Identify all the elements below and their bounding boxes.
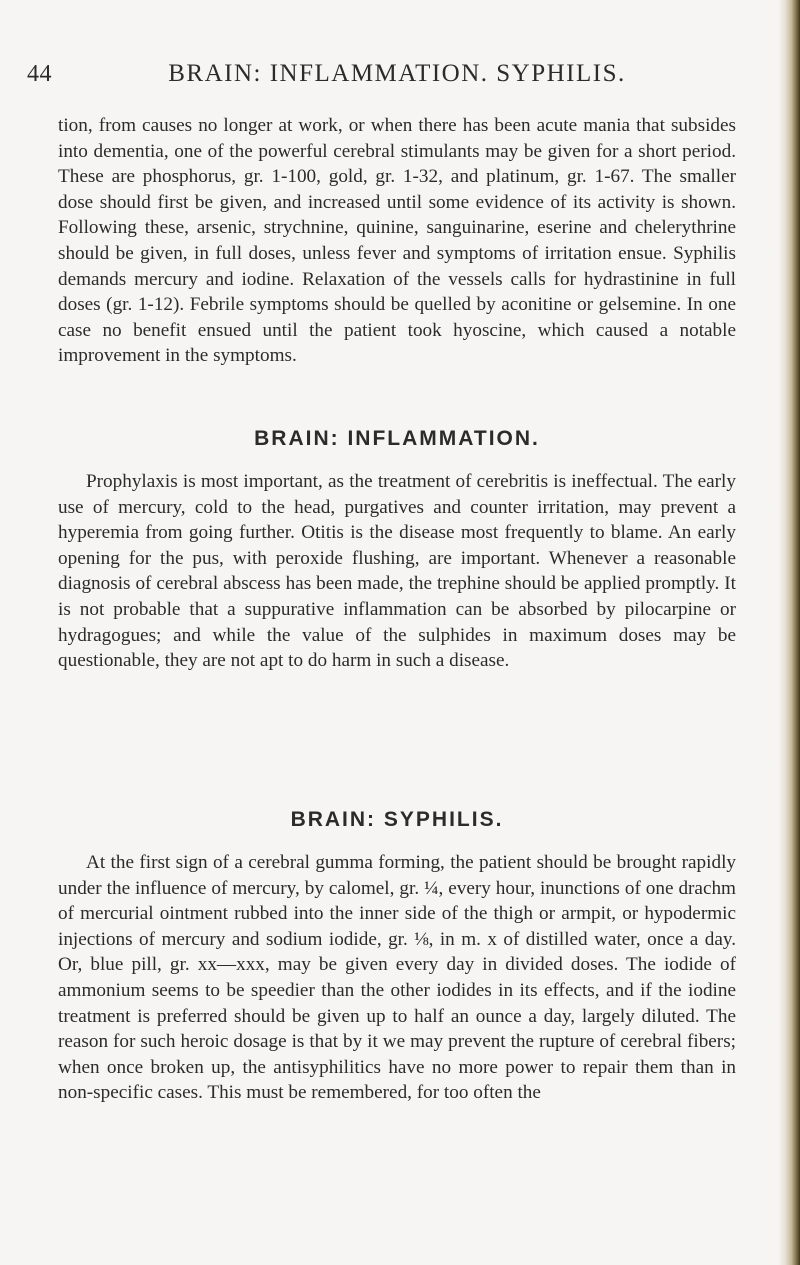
opening-paragraph-block	[58, 113, 736, 369]
inflammation-paragraph: Prophylaxis is most important, as the treatment of cerebritis is ineffectual. The early use of mercury, cold to the head, purgatives and counter irritation, may prevent a hyperemia from going further. Otitis is the disease most frequently to blame. An early opening for the pus, with peroxide flushing, are important. Whenever a reasonable diagnosis of cerebral abscess has been made, the trephine should be applied promptly. It is not probable that a suppurative inflammation can be absorbed by pilocarpine or hydragogues; and while the value of the sulphides in maximum doses may be questionable, they are not apt to do harm in such a disease.	[58, 471, 736, 672]
running-title: BRAIN: INFLAMMATION. SYPHILIS.	[168, 60, 626, 87]
running-head	[27, 60, 767, 96]
syphilis-paragraph: At the first sign of a cerebral gumma forming, the patient should be brought rapidly under the influence of mercury, by calomel, gr. ¼, every hour, inunctions of one drachm of mercurial ointment rubbed into the inner side of the thigh or armpit, or hypodermic injections of mercury and sodium iodide, gr. ⅛, in m. x of distilled water, once a day. Or, blue pill, gr. xx—xxx, may be given every day in divided doses. The iodide of ammonium seems to be speedier than the other iodides in its effects, and if the iodine treatment is preferred should be given up to half an ounce a day, largely diluted. The reason for such heroic dosage is that by it we may prevent the rupture of cerebral fibers; when once broken up, the antisyphilitics have no more power to repair them than in non-specific cases. This must be remembered, for too often the	[58, 852, 736, 1104]
syphilis-paragraph-block	[58, 850, 736, 1106]
page-number: 44	[27, 61, 52, 87]
section-heading-inflammation: BRAIN: INFLAMMATION.	[254, 427, 540, 450]
section-heading-syphilis: BRAIN: SYPHILIS.	[290, 808, 504, 831]
page-edge-shadow	[778, 0, 800, 1265]
opening-paragraph: tion, from causes no longer at work, or when there has been acute mania that subsides into dementia, one of the powerful cerebral stimulants may be given for a short period. These are phosphorus, gr. 1-100, gold, gr. 1-32, and platinum, gr. 1-67. The smaller dose should first be given, and increased until some evidence of its activity is shown. Following these, arsenic, strychnine, quinine, sanguinarine, eserine and chelerythrine should be given, in full doses, unless fever and symptoms of irritation ensue. Syphilis demands mercury and iodine. Relaxation of the vessels calls for hydrastinine in full doses (gr. 1-12). Febrile symptoms should be quelled by aconitine or gelsemine. In one case no benefit ensued until the patient took hyoscine, which caused a notable improvement in the symptoms.	[58, 115, 736, 367]
inflammation-paragraph-block	[58, 469, 736, 674]
